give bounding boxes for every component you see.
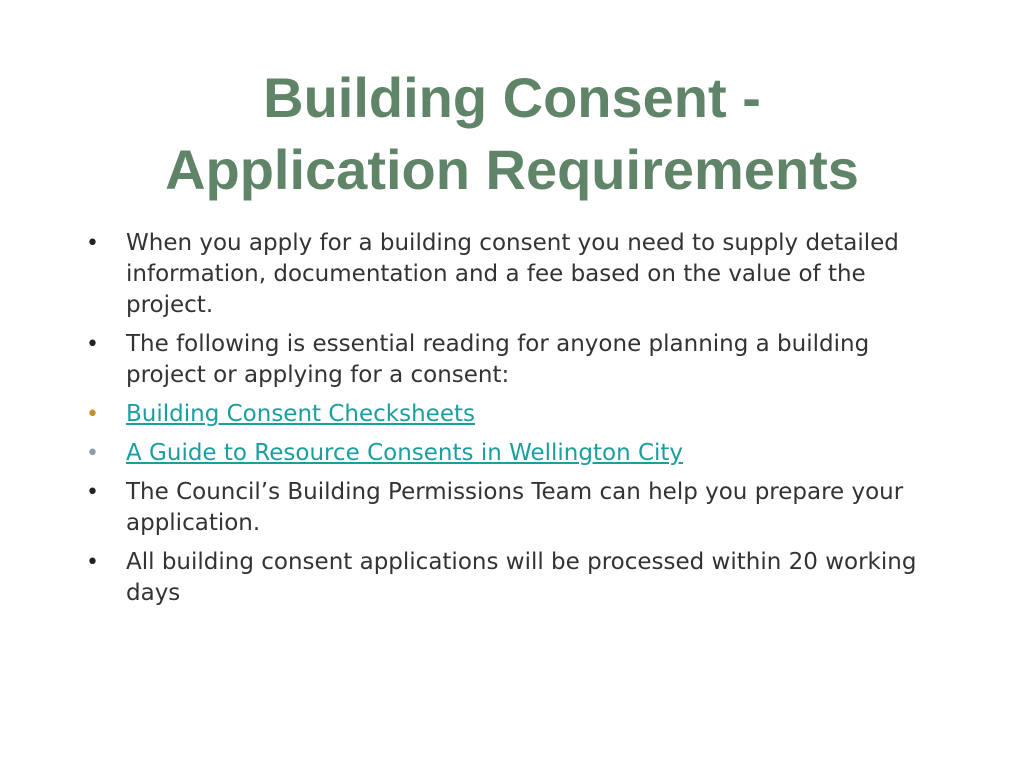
resource-consents-guide-link[interactable]: A Guide to Resource Consents in Wellington City xyxy=(126,440,684,466)
slide-title xyxy=(40,62,984,206)
bullet-text: The Council’s Building Permissions Team can help you prepare your application. xyxy=(126,479,904,536)
bullet-item xyxy=(86,228,946,321)
bullet-item xyxy=(86,547,946,609)
bullet-text: When you apply for a building consent you need to supply detailed information, documentation and a fee based on the value of the project. xyxy=(126,230,899,318)
bullet-list xyxy=(86,228,946,617)
bullet-item xyxy=(86,477,946,539)
bullet-item xyxy=(86,329,946,391)
bullet-icon: • xyxy=(86,402,99,427)
bullet-text: The following is essential reading for anyone planning a building project or applying for a consent: xyxy=(126,331,870,388)
bullet-icon: • xyxy=(86,231,99,256)
checksheets-link[interactable]: Building Consent Checksheets xyxy=(126,401,475,427)
bullet-icon: • xyxy=(86,480,99,505)
bullet-icon: • xyxy=(86,441,99,466)
slide-title-line-1: Building Consent - xyxy=(263,66,761,129)
bullet-item-link xyxy=(86,399,946,430)
bullet-icon: • xyxy=(86,550,99,575)
bullet-item-link xyxy=(86,438,946,469)
slide-title-line-2: Application Requirements xyxy=(165,138,859,201)
bullet-text: All building consent applications will be processed within 20 working days xyxy=(126,549,917,606)
bullet-icon: • xyxy=(86,332,99,357)
